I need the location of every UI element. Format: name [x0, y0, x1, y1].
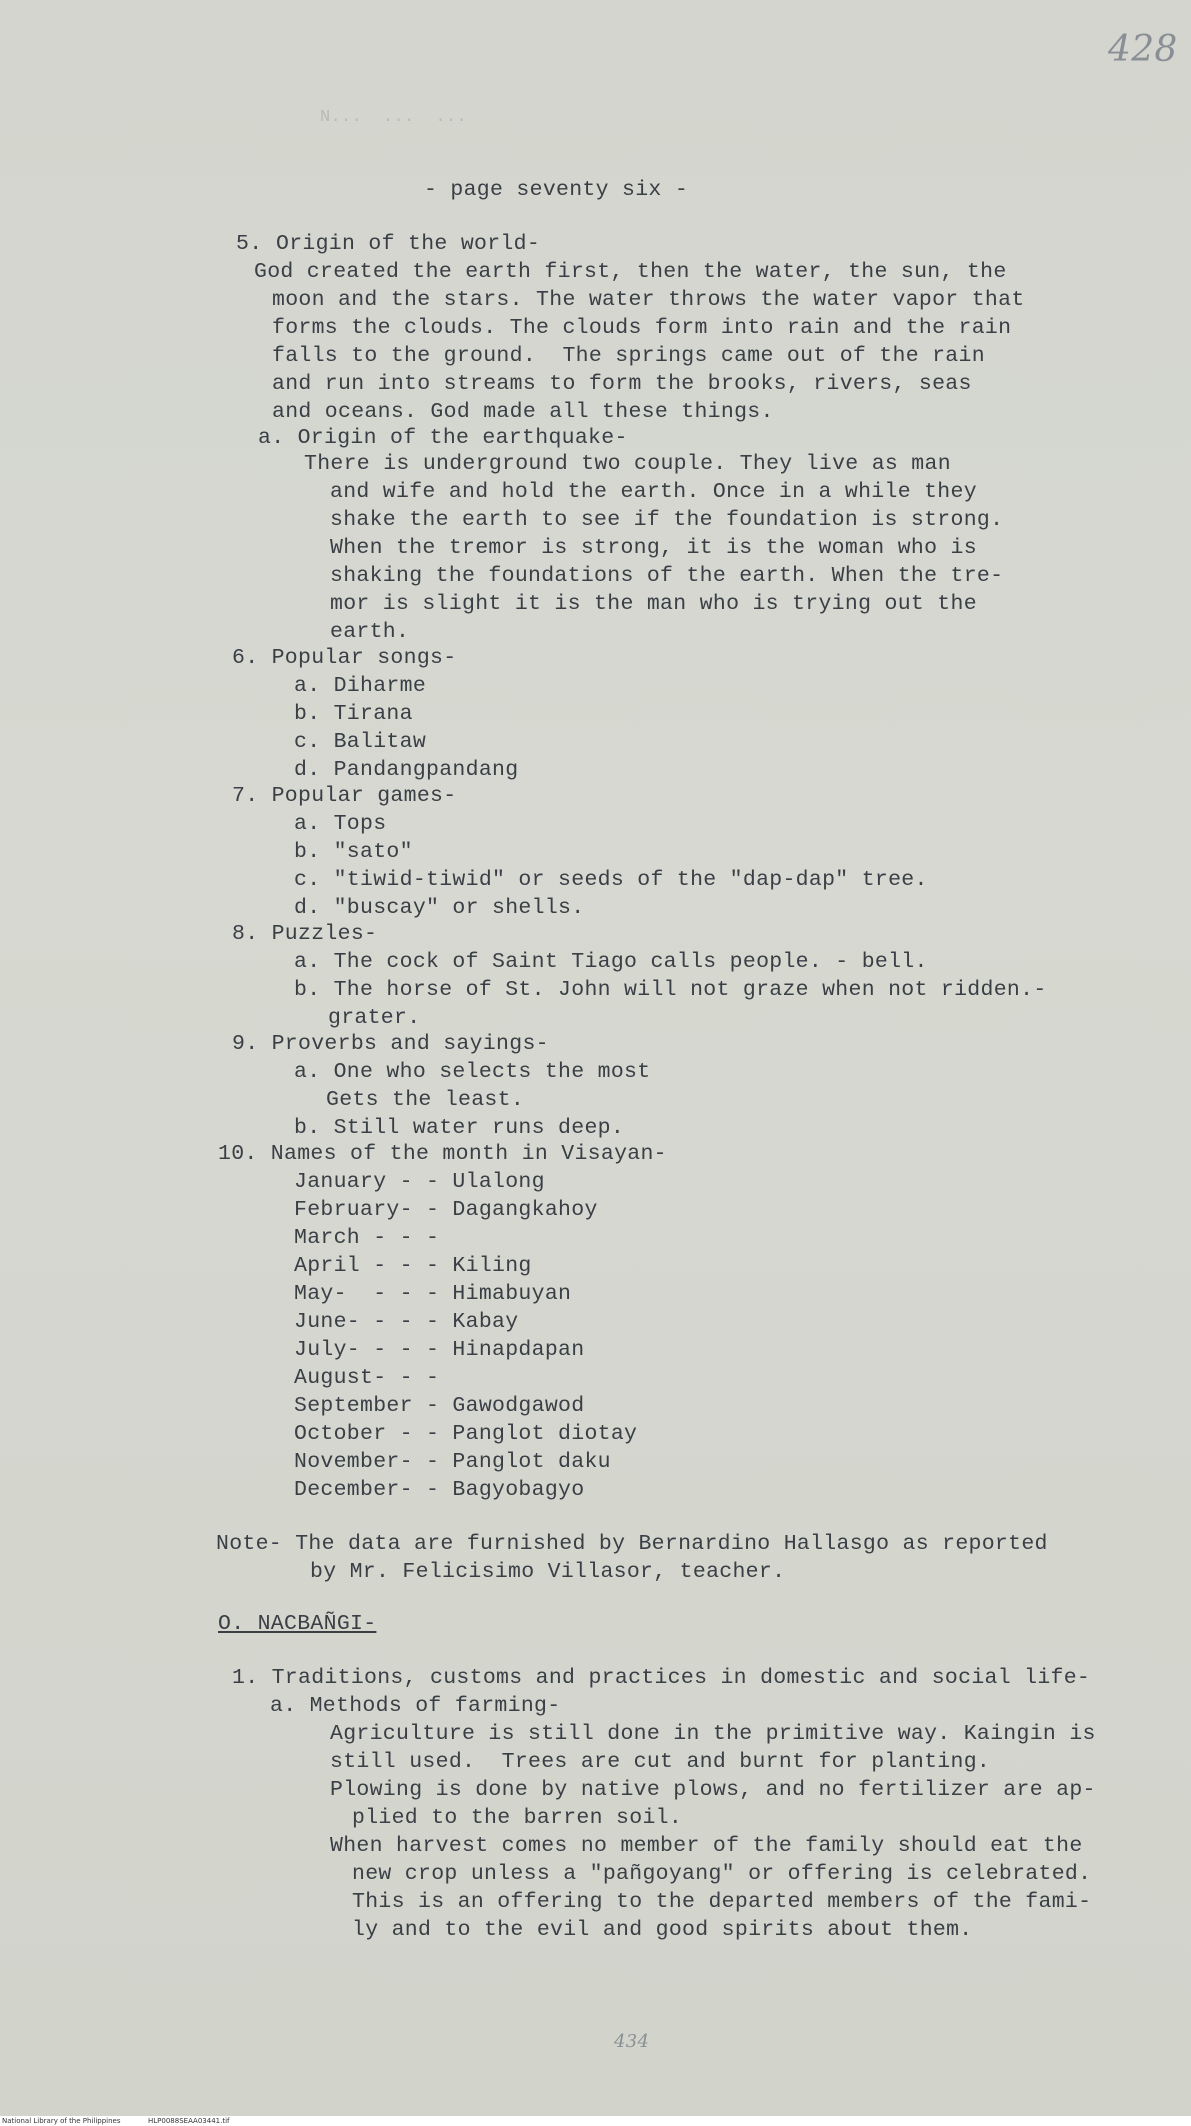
paragraph-line: falls to the ground. The springs came out of the rain — [272, 344, 985, 368]
paragraph-line: Plowing is done by native plows, and no fertilizer are ap- — [330, 1778, 1096, 1802]
list-item: Gets the least. — [326, 1088, 525, 1112]
month-row: December- - Bagyobagyo — [294, 1478, 585, 1502]
songs-heading: 6. Popular songs- — [232, 646, 457, 670]
puzzles-heading: 8. Puzzles- — [232, 922, 378, 946]
page-title: - page seventy six - — [424, 178, 689, 202]
paragraph-line: When harvest comes no member of the family should eat the — [330, 1834, 1083, 1858]
paragraph-line: plied to the barren soil. — [352, 1806, 683, 1830]
note-line: by Mr. Felicisimo Villasor, teacher. — [310, 1560, 786, 1584]
paragraph-line: This is an offering to the departed members of the fami- — [352, 1890, 1092, 1914]
list-item: d. Pandangpandang — [294, 758, 519, 782]
handwritten-page-number: 428 — [1108, 29, 1178, 70]
month-row: June- - - - Kabay — [294, 1310, 519, 1334]
month-row: May- - - - Himabuyan — [294, 1282, 572, 1306]
bottom-handwritten-number: 434 — [614, 2031, 650, 2052]
month-row: November- - Panglot daku — [294, 1450, 611, 1474]
faint-header-typing: N... ... ... — [320, 108, 468, 127]
footer-library-name: National Library of the Philippines — [2, 2117, 121, 2125]
paragraph-line: and run into streams to form the brooks, rivers, seas — [272, 372, 972, 396]
tradition-heading: 1. Traditions, customs and practices in domestic and social life- — [232, 1666, 1091, 1690]
paragraph-line: and wife and hold the earth. Once in a while they — [330, 480, 977, 504]
scan-footer — [0, 2116, 1191, 2126]
paragraph-line: still used. Trees are cut and burnt for planting. — [330, 1750, 991, 1774]
month-row: September - Gawodgawod — [294, 1394, 585, 1418]
list-item: a. The cock of Saint Tiago calls people. - bell. — [294, 950, 928, 974]
list-item: c. Balitaw — [294, 730, 427, 754]
month-row: March - - - — [294, 1226, 440, 1250]
paragraph-line: When the tremor is strong, it is the woman who is — [330, 536, 977, 560]
month-row: April - - - Kiling — [294, 1254, 532, 1278]
month-row: February- - Dagangkahoy — [294, 1198, 598, 1222]
proverbs-heading: 9. Proverbs and sayings- — [232, 1032, 549, 1056]
paragraph-line: shake the earth to see if the foundation is strong. — [330, 508, 1004, 532]
farming-heading: a. Methods of farming- — [270, 1694, 561, 1718]
month-row: October - - Panglot diotay — [294, 1422, 638, 1446]
list-item: grater. — [328, 1006, 421, 1030]
months-heading: 10. Names of the month in Visayan- — [218, 1142, 667, 1166]
list-item: b. The horse of St. John will not graze when not ridden.- — [294, 978, 1047, 1002]
month-row: July- - - - Hinapdapan — [294, 1338, 585, 1362]
paragraph-line: mor is slight it is the man who is trying out the — [330, 592, 977, 616]
paragraph-line: shaking the foundations of the earth. When the tre- — [330, 564, 1004, 588]
footer-file-name: HLP0088SEAA03441.tif — [148, 2117, 230, 2125]
list-item: a. Diharme — [294, 674, 427, 698]
month-row: August- - - — [294, 1366, 440, 1390]
paragraph-line: and oceans. God made all these things. — [272, 400, 774, 424]
section-heading: 5. — [236, 232, 263, 256]
list-item: b. Still water runs deep. — [294, 1116, 625, 1140]
paragraph-line: Agriculture is still done in the primitive way. Kaingin is — [330, 1722, 1096, 1746]
paragraph-line: There is underground two couple. They live as man — [304, 452, 951, 476]
list-item: b. "sato" — [294, 840, 413, 864]
paragraph-line: earth. — [330, 620, 410, 644]
paragraph-line: moon and the stars. The water throws the water vapor that — [272, 288, 1025, 312]
paragraph-line: new crop unless a "pañgoyang" or offering is celebrated. — [352, 1862, 1092, 1886]
paragraph-line: forms the clouds. The clouds form into rain and the rain — [272, 316, 1012, 340]
games-heading: 7. Popular games- — [232, 784, 457, 808]
section-heading-title: Origin of the world- — [276, 232, 541, 256]
list-item: a. One who selects the most — [294, 1060, 651, 1084]
list-item: a. Tops — [294, 812, 387, 836]
paragraph-line: ly and to the evil and good spirits about them. — [352, 1918, 973, 1942]
nacbangi-heading: O. NACBAÑGI- — [218, 1612, 377, 1636]
list-item: b. Tirana — [294, 702, 413, 726]
list-item: d. "buscay" or shells. — [294, 896, 585, 920]
month-row: January - - Ulalong — [294, 1170, 545, 1194]
note-line: Note- The data are furnished by Bernardino Hallasgo as reported — [216, 1532, 1048, 1556]
paragraph-line: God created the earth first, then the water, the sun, the — [254, 260, 1007, 284]
list-item: c. "tiwid-tiwid" or seeds of the "dap-dap" tree. — [294, 868, 928, 892]
subsection-heading: a. Origin of the earthquake- — [258, 426, 628, 450]
